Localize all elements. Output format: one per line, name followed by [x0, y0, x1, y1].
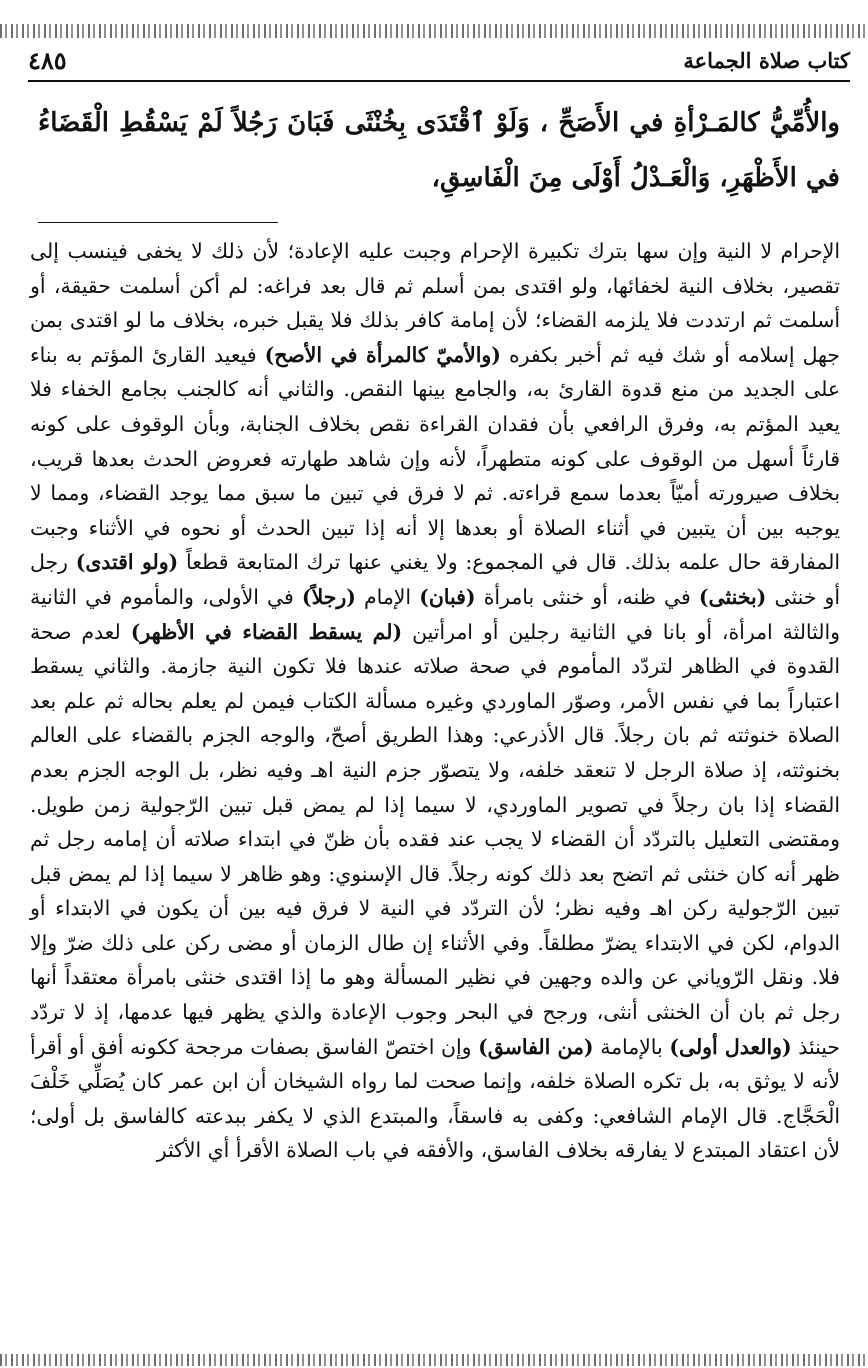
running-title: كتاب صلاة الجماعة — [683, 47, 850, 73]
quoted-matn: (والأميّ كالمرأة في الأصح) — [264, 342, 501, 367]
quoted-matn: (ولو اقتدى) — [75, 550, 179, 575]
page-number: ٤٨٥ — [28, 45, 67, 75]
commentary-segment: رجل أو خنثى — [30, 550, 841, 609]
commentary-segment: الإمام — [363, 584, 412, 609]
commentary-segment: في ظنه، أو خنثى بامرأة — [483, 584, 691, 609]
page-header — [28, 40, 850, 82]
quoted-matn: (لم يسقط القضاء في الأظهر) — [130, 619, 403, 644]
decorative-top-border — [0, 24, 868, 38]
matn-text: والأُمِّيُّ كالمَـرْأةِ في الأَصَحِّ ، وَلَوْ ٱقْتَدَى بِخُنْثَى فَبَانَ رَجُلاً لَمْ يَسْقُطِ الْقَضَاءُ في الأَظْهَرِ، وَالْعَـدْلُ أَوْلَى مِنَ الْفَاسِقِ، — [38, 108, 840, 193]
commentary-segment: فيعيد القارئ المؤتم به بناء على الجديد من منع قدوة القارئ به، والجامع بينها النقص. والثاني أنه كالجنب بجامع الخفاء فلا يعيد المؤتم به، وفرق الرافعي بأن فقدان القراءة نقص بخلاف الجنابة، وبأن الوقوف على كونه قارئاً أسهل من الوقوف على كونه متطهراً، لأنه وإن شاهد طهارته فعروض الحدث بعدها قريب، بخلاف صيرورته أميّاً بعدما سمع قراءته. ثم لا فرق في تبين ما سبق مما يوجد القضاء، ومما لا يوجبه بين أن يتبين في أثناء الصلاة أو بعدها إلا أنه إذا تبين الحدث أو نحوه في الأثناء وجبت المفارقة حال علمه بذلك. قال في المجموع: ولا يغني عنها ترك المتابعة قطعاً — [30, 342, 841, 575]
commentary-segment: في الأولى، والمأموم في الثانية والثالثة امرأة، أو بانا في الثانية رجلين أو امرأتين — [30, 584, 841, 644]
quoted-matn: (من الفاسق) — [478, 1034, 594, 1059]
quoted-matn: (بخنثى) — [698, 584, 767, 609]
commentary-segment: وإن اختصّ الفاسق بصفات مرجحة ككونه أفق أو أقرأ لأنه لا يوثق به، بل تكره الصلاة خلفه، وإنما صحت لما رواه الشيخان أن ابن عمر كان يُصَلِّي خَلْفَ الْحَجَّاج. قال الإمام الشافعي: وكفى به فاسقاً، والمبتدع الذي لا يكفر ببدعته كالفاسق بل أولى؛ لأن اعتقاد المبتدع لا يفارقه بخلاف الفاسق، والأفقه في باب الصلاة الأقرأ أي الأكثر — [30, 1034, 840, 1163]
decorative-bottom-border — [0, 1354, 868, 1366]
commentary-segment: لعدم صحة القدوة في الظاهر لتردّد المأموم في صحة صلاته عندها فلا تكون النية جازمة. والثاني يسقط اعتباراً بما في نفس الأمر، وصوّر الماوردي وغيره مسألة الكتاب فيمن لم يعلم بحاله ثم علم بعد الصلاة خنوثته ثم بان رجلاً. قال الأذرعي: وهذا الطريق أصحّ، والوجه الجزم بالقضاء على العالم بخنوثته، إذ صلاة الرجل لا تنعقد خلفه، ولا يتصوّر جزم النية اهـ وفيه نظر، بل الوجه الجزم بعدم القضاء إذا بان رجلاً في تصوير الماوردي، لا سيما إذا لم يمض قبل تبين الرّجولية زمن طويل. ومقتضى التعليل بالتردّد أن القضاء لا يجب عند فقده بأن ظنّ في ابتداء صلاته أن إمامه رجل ثم ظهر أنه كان خنثى ثم اتضح بعد ذلك كونه رجلاً. قال الإسنوي: وهو ظاهر لا سيما إذا لم يمض قبل تبين الرّجولية ركن اهـ وفيه نظر؛ لأن التردّد في النية لا فرق فيه بين أن يكون في الابتداء أو الدوام، لكن في الابتداء يضرّ مطلقاً. وفي الأثناء إن طال الزمان أو مضى ركن على ذلك ضرّ وإلا فلا. ونقل الرّوياني عن والده وجهين في نظير المسألة وهو ما إذا اقتدى خنثى بامرأة معتقداً أنها رجل ثم بان أن الخنثى أنثى، ورجح في البحر وجوب الإعادة والذي يظهر فيها عدمها، إذ لا تردّد حينئذ — [30, 619, 841, 1059]
quoted-matn: (والعدل أولى) — [669, 1034, 792, 1059]
commentary-segment: بالإمامة — [600, 1034, 663, 1059]
commentary-text — [30, 234, 840, 1168]
quoted-matn: (رجلاً) — [301, 584, 356, 609]
quoted-matn: (فبان) — [419, 584, 476, 609]
commentary-segment: الإحرام لا النية وإن سها بترك تكبيرة الإحرام وجبت عليه الإعادة؛ لأن ذلك لا يخفى فينسب إلى تقصير، بخلاف النية لخفائها، ولو اقتدى بمن أسلم ثم قال بعد فراغه: لم أكن أسلمت حقيقة، أو أسلمت ثم ارتددت فلا يلزمه القضاء؛ لأن إمامة كافر بذلك فلا يقبل خبره، بخلاف ما لو اقتدى بمن جهل إسلامه أو شك فيه ثم أخبر بكفره — [30, 239, 841, 367]
footnote-divider — [38, 222, 278, 223]
